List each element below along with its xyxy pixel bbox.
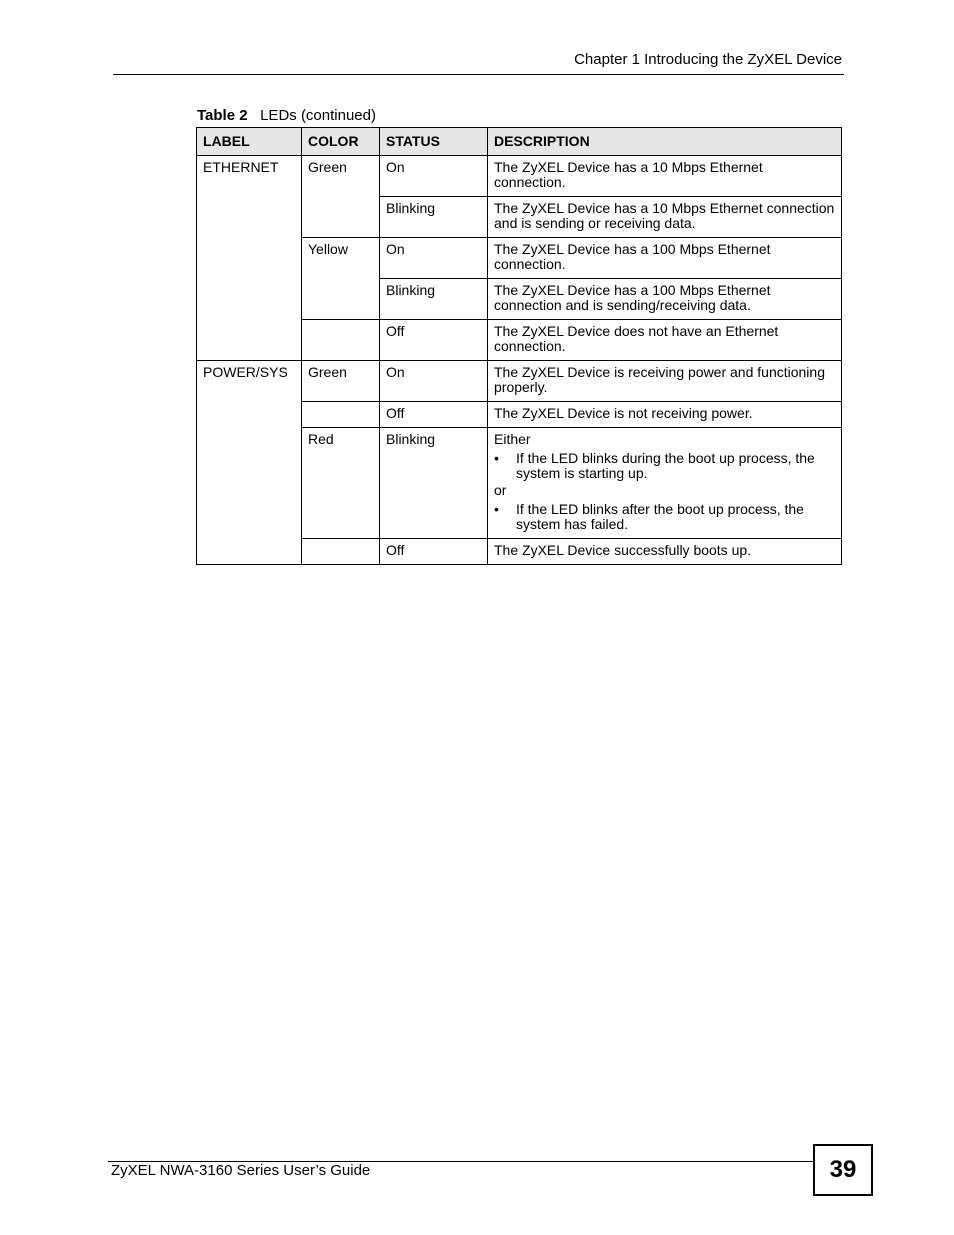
table-caption-title: LEDs (continued) [260, 107, 376, 124]
description-cell: The ZyXEL Device successfully boots up. [488, 539, 842, 565]
description-cell: The ZyXEL Device has a 10 Mbps Ethernet connection and is sending or receiving data. [488, 197, 842, 238]
chapter-header: Chapter 1 Introducing the ZyXEL Device [574, 51, 842, 68]
color-cell [302, 402, 380, 428]
description-cell: The ZyXEL Device has a 100 Mbps Ethernet connection and is sending/receiving data. [488, 279, 842, 320]
bullet-text: If the LED blinks during the boot up process, the system is starting up. [516, 450, 815, 481]
table-caption-label: Table 2 [197, 107, 248, 124]
table-row [197, 156, 842, 197]
status-cell: Blinking [380, 279, 488, 320]
status-cell: On [380, 156, 488, 197]
status-cell: On [380, 361, 488, 402]
bullet-icon: • [494, 501, 499, 517]
bullet-item [494, 502, 835, 532]
description-cell [488, 428, 842, 539]
page-number: 39 [813, 1144, 873, 1196]
color-cell: Green [302, 361, 380, 402]
status-cell: Off [380, 539, 488, 565]
color-cell: Green [302, 156, 380, 238]
description-cell: The ZyXEL Device is not receiving power. [488, 402, 842, 428]
status-cell: Blinking [380, 197, 488, 238]
description-intro: Either [494, 431, 531, 447]
color-cell: Red [302, 428, 380, 539]
description-cell: The ZyXEL Device is receiving power and functioning properly. [488, 361, 842, 402]
color-cell [302, 320, 380, 361]
or-text: or [494, 482, 507, 498]
table-header-row [197, 128, 842, 156]
status-cell: Off [380, 320, 488, 361]
label-cell: ETHERNET [197, 156, 302, 361]
column-header-label: LABEL [197, 128, 302, 156]
description-cell: The ZyXEL Device has a 10 Mbps Ethernet connection. [488, 156, 842, 197]
table-caption [197, 107, 376, 125]
status-cell: On [380, 238, 488, 279]
column-header-status: STATUS [380, 128, 488, 156]
color-cell: Yellow [302, 238, 380, 320]
column-header-description: DESCRIPTION [488, 128, 842, 156]
guide-title: ZyXEL NWA-3160 Series User’s Guide [111, 1162, 371, 1179]
leds-table [196, 127, 842, 565]
description-cell: The ZyXEL Device has a 100 Mbps Ethernet connection. [488, 238, 842, 279]
column-header-color: COLOR [302, 128, 380, 156]
description-cell: The ZyXEL Device does not have an Ethernet connection. [488, 320, 842, 361]
bullet-item [494, 451, 835, 481]
bullet-icon: • [494, 450, 499, 466]
color-cell [302, 539, 380, 565]
status-cell: Off [380, 402, 488, 428]
label-cell: POWER/SYS [197, 361, 302, 565]
header-divider [113, 74, 844, 75]
status-cell: Blinking [380, 428, 488, 539]
bullet-text: If the LED blinks after the boot up process, the system has failed. [516, 501, 804, 532]
table-row [197, 361, 842, 402]
